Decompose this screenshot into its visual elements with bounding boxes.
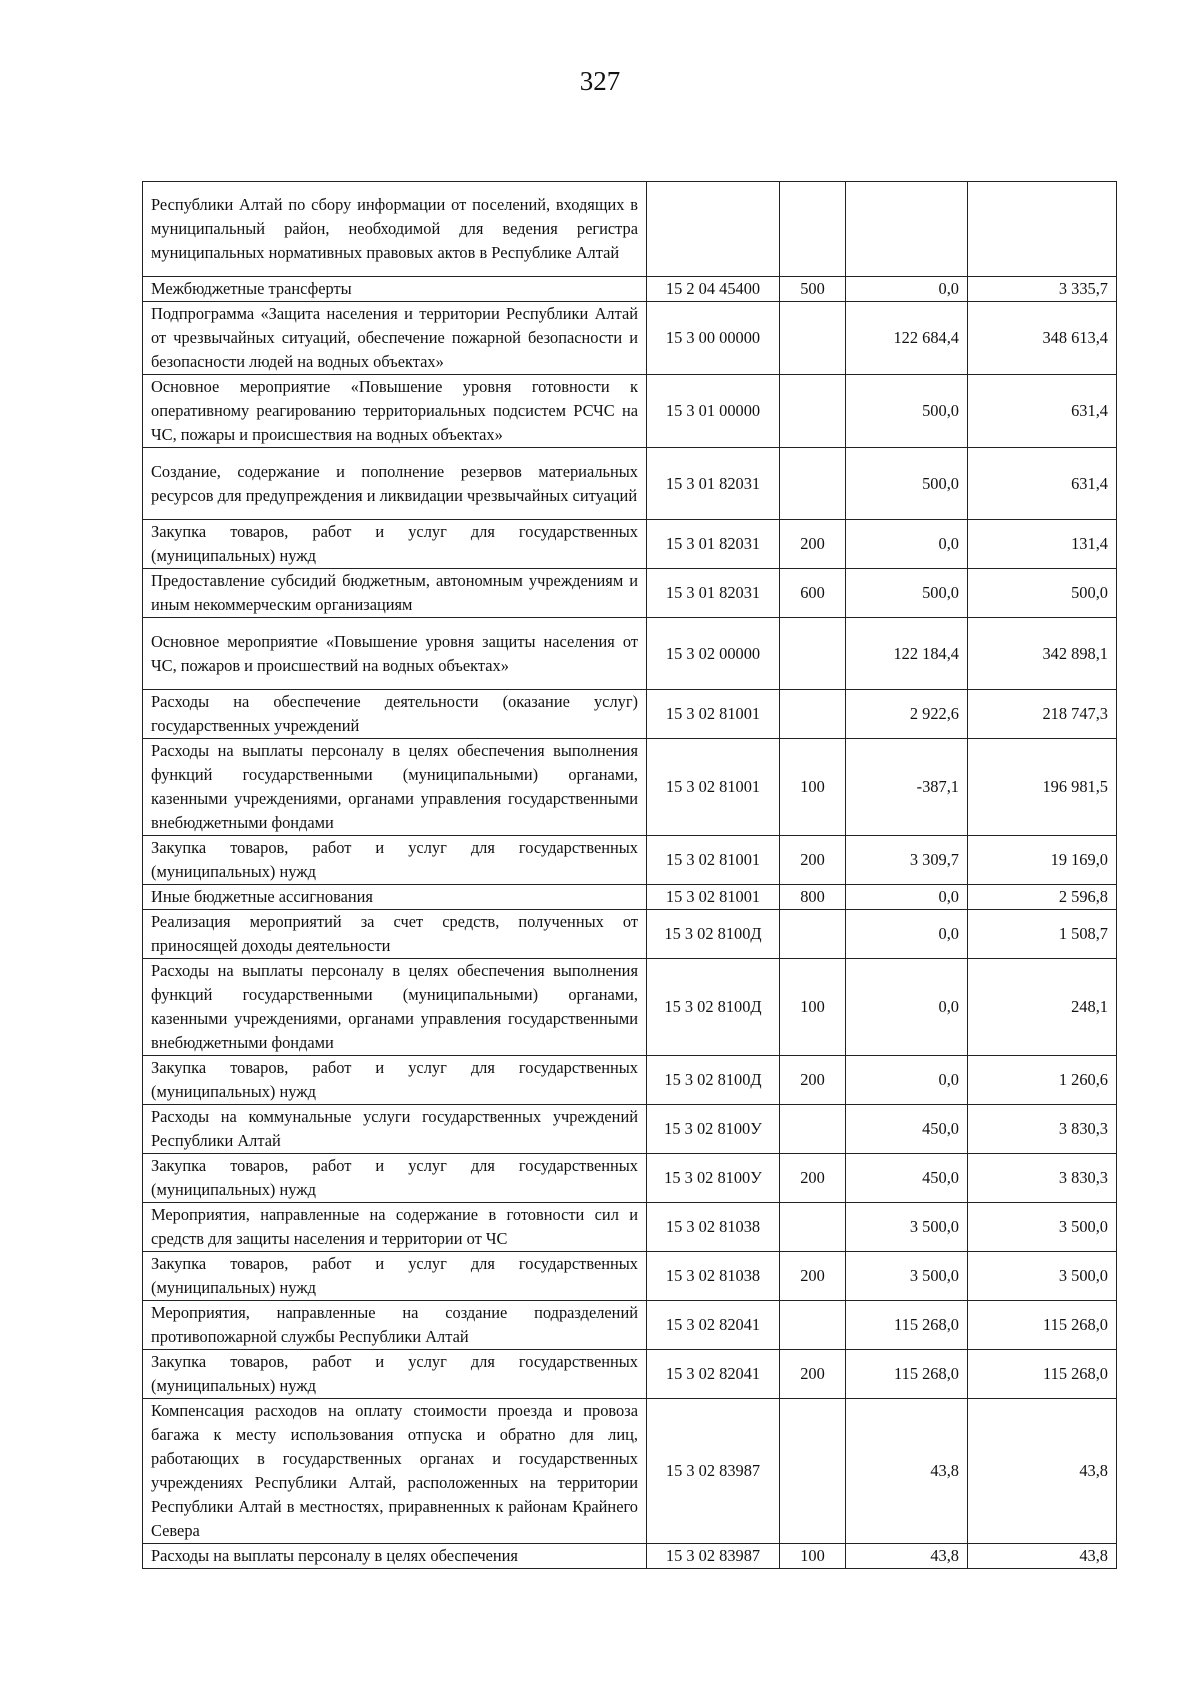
- row-code: 15 3 01 82031: [647, 448, 780, 520]
- row-code: 15 2 04 45400: [647, 277, 780, 302]
- row-code: 15 3 02 8100У: [647, 1154, 780, 1203]
- table-row: [143, 1154, 1117, 1203]
- row-amount-1: 3 500,0: [846, 1203, 968, 1252]
- row-code: 15 3 01 82031: [647, 569, 780, 618]
- row-amount-1: 0,0: [846, 520, 968, 569]
- row-name: Компенсация расходов на оплату стоимости проезда и провоза багажа к месту использования отпуска и обратно для лиц, работающих в государственных органах и государственных учреждениях Республики Алтай, расположенных на территории Республики Алтай в местностях, приравненных к районам Крайнего Севера: [143, 1399, 647, 1544]
- table-row: [143, 959, 1117, 1056]
- table-row: [143, 690, 1117, 739]
- row-amount-2: 1 260,6: [968, 1056, 1117, 1105]
- table-row: [143, 277, 1117, 302]
- table-row: [143, 739, 1117, 836]
- row-amount-1: 0,0: [846, 1056, 968, 1105]
- row-amount-2: 3 500,0: [968, 1252, 1117, 1301]
- budget-table: [142, 181, 1117, 1569]
- row-expense-type: 600: [780, 569, 846, 618]
- page-number: 327: [579, 66, 621, 96]
- row-amount-2: 131,4: [968, 520, 1117, 569]
- row-name: Расходы на выплаты персоналу в целях обеспечения выполнения функций государственными (муниципальными) органами, казенными учреждениями, органами управления государственными внебюджетными фондами: [143, 739, 647, 836]
- row-expense-type: 200: [780, 1154, 846, 1203]
- row-amount-1: 450,0: [846, 1105, 968, 1154]
- row-code: 15 3 02 8100Д: [647, 910, 780, 959]
- table-row: [143, 1544, 1117, 1569]
- row-amount-1: [846, 182, 968, 277]
- row-amount-2: 43,8: [968, 1544, 1117, 1569]
- row-amount-2: 218 747,3: [968, 690, 1117, 739]
- row-amount-1: -387,1: [846, 739, 968, 836]
- row-expense-type: [780, 618, 846, 690]
- row-name: Предоставление субсидий бюджетным, автономным учреждениям и иным некоммерческим организациям: [143, 569, 647, 618]
- row-amount-1: 0,0: [846, 959, 968, 1056]
- row-expense-type: 200: [780, 1056, 846, 1105]
- row-code: 15 3 02 8100У: [647, 1105, 780, 1154]
- table-row: [143, 1350, 1117, 1399]
- row-code: 15 3 02 81001: [647, 836, 780, 885]
- row-name: Расходы на выплаты персоналу в целях обеспечения: [143, 1544, 647, 1569]
- row-amount-2: 3 830,3: [968, 1154, 1117, 1203]
- row-code: 15 3 02 83987: [647, 1544, 780, 1569]
- row-expense-type: 200: [780, 520, 846, 569]
- row-code: 15 3 02 81001: [647, 885, 780, 910]
- row-name: Иные бюджетные ассигнования: [143, 885, 647, 910]
- row-amount-2: 1 508,7: [968, 910, 1117, 959]
- table-row: [143, 182, 1117, 277]
- row-amount-2: 43,8: [968, 1399, 1117, 1544]
- row-amount-1: 0,0: [846, 910, 968, 959]
- row-amount-2: 631,4: [968, 448, 1117, 520]
- table-row: [143, 1301, 1117, 1350]
- row-code: 15 3 01 00000: [647, 375, 780, 448]
- row-amount-2: 115 268,0: [968, 1350, 1117, 1399]
- row-amount-2: 500,0: [968, 569, 1117, 618]
- row-code: 15 3 02 81001: [647, 739, 780, 836]
- row-name: Закупка товаров, работ и услуг для государственных (муниципальных) нужд: [143, 1056, 647, 1105]
- table-row: [143, 375, 1117, 448]
- table-row: [143, 885, 1117, 910]
- table-row: [143, 1105, 1117, 1154]
- row-name: Создание, содержание и пополнение резервов материальных ресурсов для предупреждения и ликвидации чрезвычайных ситуаций: [143, 448, 647, 520]
- table-row: [143, 910, 1117, 959]
- row-amount-2: 115 268,0: [968, 1301, 1117, 1350]
- row-name: Закупка товаров, работ и услуг для государственных (муниципальных) нужд: [143, 1252, 647, 1301]
- row-expense-type: 100: [780, 959, 846, 1056]
- row-amount-1: 43,8: [846, 1544, 968, 1569]
- row-name: Закупка товаров, работ и услуг для государственных (муниципальных) нужд: [143, 520, 647, 569]
- row-amount-2: 3 335,7: [968, 277, 1117, 302]
- row-code: 15 3 02 81001: [647, 690, 780, 739]
- row-name: Расходы на обеспечение деятельности (оказание услуг) государственных учреждений: [143, 690, 647, 739]
- row-expense-type: [780, 1203, 846, 1252]
- row-amount-2: 342 898,1: [968, 618, 1117, 690]
- row-amount-1: 3 500,0: [846, 1252, 968, 1301]
- row-expense-type: [780, 375, 846, 448]
- row-code: 15 3 02 8100Д: [647, 1056, 780, 1105]
- row-amount-1: 115 268,0: [846, 1301, 968, 1350]
- row-expense-type: 800: [780, 885, 846, 910]
- row-name: Основное мероприятие «Повышение уровня защиты населения от ЧС, пожаров и происшествий на водных объектах»: [143, 618, 647, 690]
- row-amount-2: 19 169,0: [968, 836, 1117, 885]
- row-amount-1: 122 184,4: [846, 618, 968, 690]
- table-row: [143, 1399, 1117, 1544]
- row-amount-1: 2 922,6: [846, 690, 968, 739]
- row-amount-2: 248,1: [968, 959, 1117, 1056]
- row-amount-1: 115 268,0: [846, 1350, 968, 1399]
- row-amount-1: 500,0: [846, 375, 968, 448]
- row-amount-1: 0,0: [846, 277, 968, 302]
- row-expense-type: 200: [780, 1350, 846, 1399]
- row-name: Реализация мероприятий за счет средств, полученных от приносящей доходы деятельности: [143, 910, 647, 959]
- row-expense-type: [780, 1105, 846, 1154]
- row-amount-2: 631,4: [968, 375, 1117, 448]
- row-code: 15 3 02 83987: [647, 1399, 780, 1544]
- row-expense-type: 100: [780, 739, 846, 836]
- row-code: 15 3 00 00000: [647, 302, 780, 375]
- row-expense-type: 100: [780, 1544, 846, 1569]
- row-name: Расходы на выплаты персоналу в целях обеспечения выполнения функций государственными (муниципальными) органами, казенными учреждениями, органами управления государственными внебюджетными фондами: [143, 959, 647, 1056]
- row-amount-1: 0,0: [846, 885, 968, 910]
- row-amount-1: 450,0: [846, 1154, 968, 1203]
- row-expense-type: [780, 1399, 846, 1544]
- row-code: [647, 182, 780, 277]
- row-amount-2: 348 613,4: [968, 302, 1117, 375]
- table-row: [143, 520, 1117, 569]
- row-amount-1: 500,0: [846, 569, 968, 618]
- row-code: 15 3 01 82031: [647, 520, 780, 569]
- table-row: [143, 1056, 1117, 1105]
- table-row: [143, 618, 1117, 690]
- row-code: 15 3 02 8100Д: [647, 959, 780, 1056]
- row-expense-type: 500: [780, 277, 846, 302]
- row-expense-type: [780, 690, 846, 739]
- row-amount-2: 196 981,5: [968, 739, 1117, 836]
- table-row: [143, 448, 1117, 520]
- row-name: Закупка товаров, работ и услуг для государственных (муниципальных) нужд: [143, 1154, 647, 1203]
- row-amount-2: 3 500,0: [968, 1203, 1117, 1252]
- row-name: Основное мероприятие «Повышение уровня готовности к оперативному реагированию территориальных подсистем РСЧС на ЧС, пожары и происшествия на водных объектах»: [143, 375, 647, 448]
- row-code: 15 3 02 81038: [647, 1252, 780, 1301]
- row-name: Закупка товаров, работ и услуг для государственных (муниципальных) нужд: [143, 1350, 647, 1399]
- table-row: [143, 1203, 1117, 1252]
- row-name: Межбюджетные трансферты: [143, 277, 647, 302]
- row-code: 15 3 02 82041: [647, 1301, 780, 1350]
- table-row: [143, 302, 1117, 375]
- row-amount-1: 3 309,7: [846, 836, 968, 885]
- row-amount-2: [968, 182, 1117, 277]
- row-name: Мероприятия, направленные на содержание в готовности сил и средств для защиты населения и территории от ЧС: [143, 1203, 647, 1252]
- row-expense-type: 200: [780, 836, 846, 885]
- row-name: Мероприятия, направленные на создание подразделений противопожарной службы Республики Алтай: [143, 1301, 647, 1350]
- row-name: Подпрограмма «Защита населения и территории Республики Алтай от чрезвычайных ситуаций, обеспечение пожарной безопасности и безопасности людей на водных объектах»: [143, 302, 647, 375]
- table-row: [143, 569, 1117, 618]
- row-code: 15 3 02 81038: [647, 1203, 780, 1252]
- row-code: 15 3 02 82041: [647, 1350, 780, 1399]
- table-row: [143, 836, 1117, 885]
- row-name: Республики Алтай по сбору информации от поселений, входящих в муниципальный район, необходимой для ведения регистра муниципальных нормативных правовых актов в Республике Алтай: [143, 182, 647, 277]
- row-code: 15 3 02 00000: [647, 618, 780, 690]
- row-expense-type: 200: [780, 1252, 846, 1301]
- row-expense-type: [780, 910, 846, 959]
- row-amount-1: 43,8: [846, 1399, 968, 1544]
- row-amount-1: 122 684,4: [846, 302, 968, 375]
- row-expense-type: [780, 182, 846, 277]
- row-name: Закупка товаров, работ и услуг для государственных (муниципальных) нужд: [143, 836, 647, 885]
- row-expense-type: [780, 1301, 846, 1350]
- table-row: [143, 1252, 1117, 1301]
- row-name: Расходы на коммунальные услуги государственных учреждений Республики Алтай: [143, 1105, 647, 1154]
- row-expense-type: [780, 302, 846, 375]
- row-amount-2: 2 596,8: [968, 885, 1117, 910]
- row-amount-2: 3 830,3: [968, 1105, 1117, 1154]
- row-amount-1: 500,0: [846, 448, 968, 520]
- row-expense-type: [780, 448, 846, 520]
